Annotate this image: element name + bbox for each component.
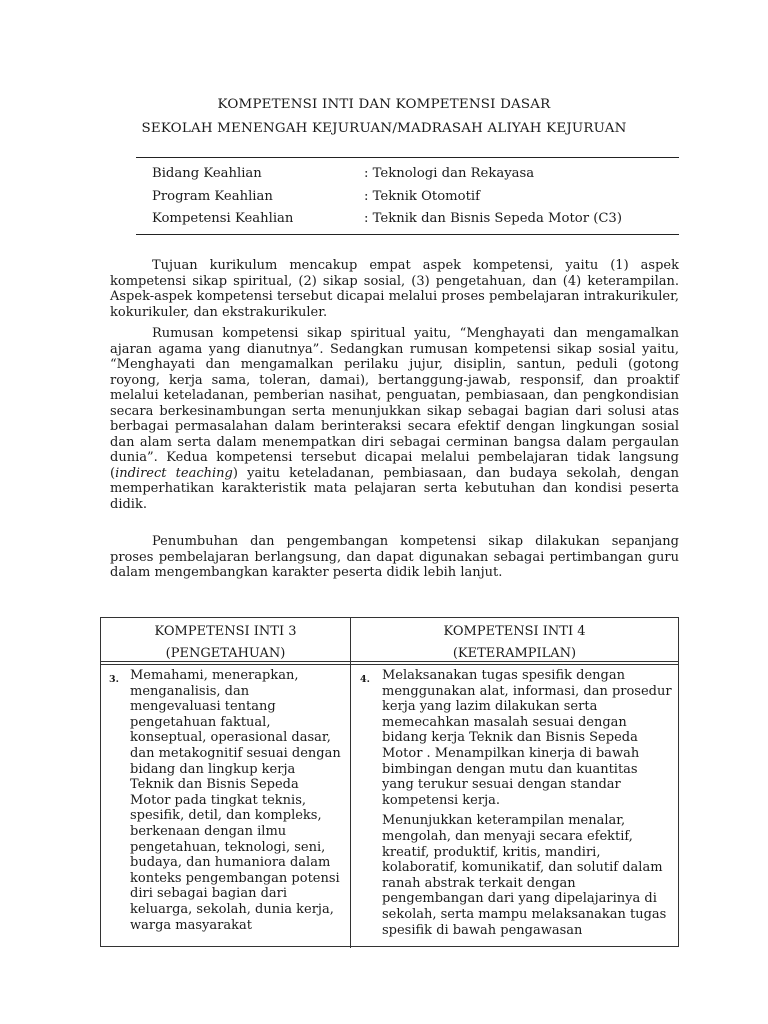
- meta-value: : Teknik Otomotif: [364, 189, 480, 204]
- ki3-number: 3.: [109, 674, 119, 685]
- competency-table: [100, 617, 679, 947]
- meta-label: Program Keahlian: [152, 189, 273, 204]
- ki3-text: [130, 668, 342, 933]
- ki3-header-title: KOMPETENSI INTI 3: [154, 624, 297, 639]
- bottom-rule: [136, 234, 679, 235]
- table-header-ki3: [101, 621, 350, 665]
- ki4-header-subtitle: (KETERAMPILAN): [452, 646, 577, 661]
- ki4-text: [382, 668, 672, 938]
- ki3-paragraph: Memahami, menerapkan, menganalisis, dan mengevaluasi tentang pengetahuan faktual, konseptual, operasional dasar, dan metakognitif sesuai dengan bidang dan lingkup kerja Teknik dan Bisnis Sepeda Motor pada tingkat teknis, spesifik, detil, dan kompleks, berkenaan dengan ilmu pengetahuan, teknologi, seni, budaya, dan humaniora dalam konteks pengembangan potensi diri sebagai bagian dari keluarga, sekolah, dunia kerja, warga masyarakat: [130, 668, 341, 933]
- document-title-line2: SEKOLAH MENENGAH KEJURUAN/MADRASAH ALIYAH KEJURUAN: [141, 121, 627, 136]
- document-title-line1: KOMPETENSI INTI DAN KOMPETENSI DASAR: [217, 97, 551, 112]
- ki4-paragraph-1: Melaksanakan tugas spesifik dengan menggunakan alat, informasi, dan prosedur kerja yang lazim dilakukan serta memecahkan masalah sesuai dengan bidang kerja Teknik dan Bisnis Sepeda Motor . Menampilkan kinerja di bawah bimbingan dengan mutu dan kuantitas yang terukur sesuai dengan standar kompetensi kerja.: [382, 668, 672, 808]
- table-column-divider: [350, 618, 351, 948]
- paragraph-2-part1: Rumusan kompetensi sikap spiritual yaitu, “Menghayati dan mengamalkan ajaran agama yang dianutnya”. Sedangkan rumusan kompetensi sikap sosial yaitu, “Menghayati dan mengamalkan perilaku jujur, disiplin, santun, peduli (gotong royong, kerja sama, toleran, damai), bertanggung-jawab, responsif, dan proaktif melalui keteladanan, pemberian nasihat, penguatan, pembiasaan, dan pengkondisian secara berkesinambungan serta menunjukkan sikap sebagai bagian dari solusi atas berbagai permasalahan dalam berinteraksi secara efektif dengan lingkungan sosial dan alam serta dalam menempatkan diri sebagai cerminan bangsa dalam pergaulan dunia”. Kedua kompetensi tersebut dicapai melalui pembelajaran tidak langsung (: [110, 326, 679, 481]
- table-header-ki4: [351, 621, 678, 665]
- paragraph-2: [110, 326, 679, 512]
- ki4-header-title: KOMPETENSI INTI 4: [443, 624, 586, 639]
- meta-label: Bidang Keahlian: [152, 166, 262, 181]
- paragraph-2-part2: ) yaitu keteladanan, pembiasaan, dan budaya sekolah, dengan memperhatikan karakteristik mata pelajaran serta kebutuhan dan kondisi peserta didik.: [110, 465, 679, 512]
- paragraph-1: Tujuan kurikulum mencakup empat aspek kompetensi, yaitu (1) aspek kompetensi sikap spiritual, (2) sikap sosial, (3) pengetahuan, dan (4) keterampilan. Aspek-aspek kompetensi tersebut dicapai melalui proses pembelajaran intrakurikuler, kokurikuler, dan ekstrakurikuler.: [110, 258, 679, 320]
- paragraph-2-italic: indirect teaching: [115, 465, 233, 481]
- ki3-header-subtitle: (PENGETAHUAN): [165, 646, 286, 661]
- top-rule: [136, 157, 679, 158]
- meta-value: : Teknologi dan Rekayasa: [364, 166, 535, 181]
- ki4-paragraph-2: Menunjukkan keterampilan menalar, mengolah, dan menyaji secara efektif, kreatif, produktif, kritis, mandiri, kolaboratif, komunikatif, dan solutif dalam ranah abstrak terkait dengan pengembangan dari yang dipelajarinya di sekolah, serta mampu melaksanakan tugas spesifik di bawah pengawasan: [382, 813, 667, 938]
- paragraph-3: Penumbuhan dan pengembangan kompetensi sikap dilakukan sepanjang proses pembelajaran berlangsung, dan dapat digunakan sebagai pertimbangan guru dalam mengembangkan karakter peserta didik lebih lanjut.: [110, 534, 679, 580]
- ki4-number: 4.: [360, 674, 370, 685]
- meta-value: : Teknik dan Bisnis Sepeda Motor (C3): [364, 211, 622, 226]
- meta-label: Kompetensi Keahlian: [152, 211, 294, 226]
